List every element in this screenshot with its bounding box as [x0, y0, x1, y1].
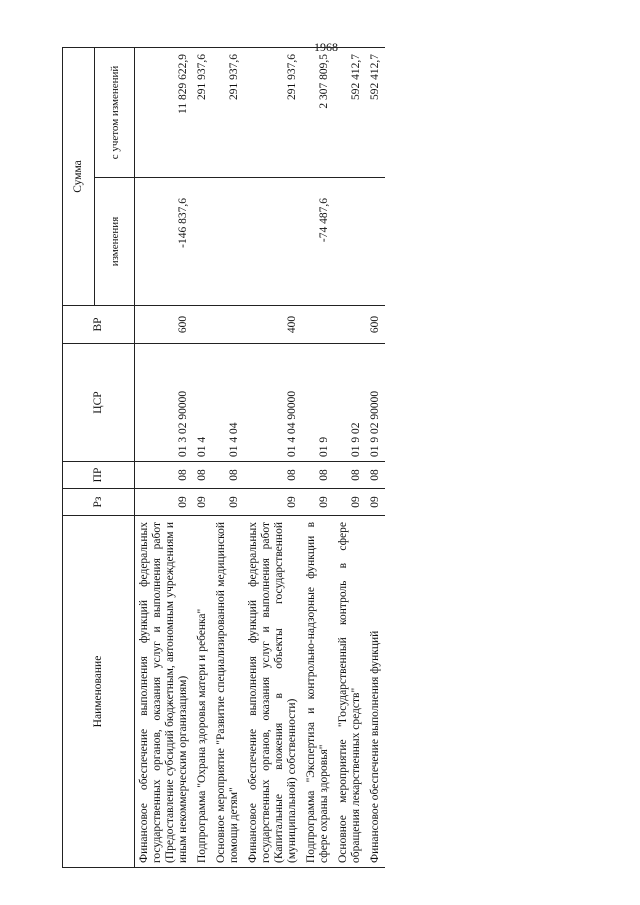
- header-csr: ЦСР: [63, 344, 135, 462]
- row-name: Подпрограмма "Охрана здоровья матери и ребенка": [193, 516, 212, 868]
- row-pr: 08: [244, 462, 302, 489]
- row-pr: 08: [135, 462, 194, 489]
- budget-table: [62, 47, 385, 868]
- row-csr: 01 4: [193, 344, 212, 462]
- table-row: [302, 47, 334, 867]
- row-name: Финансовое обеспечение выполнения функций федеральных государственных органов, оказания услуг и выполнения работ (Капитальные вложения в объекты государственной (муниципальной) собственности): [244, 516, 302, 868]
- row-pr: 08: [334, 462, 366, 489]
- table-row: [366, 47, 385, 867]
- table-row: [244, 47, 302, 867]
- row-changes: -146 837,6: [135, 178, 194, 306]
- row-rz: 09: [212, 489, 244, 516]
- row-rz: 09: [366, 489, 385, 516]
- row-changes: [244, 178, 302, 306]
- row-vr: [334, 306, 366, 344]
- table-row: [334, 47, 366, 867]
- header-sum: Сумма: [63, 47, 95, 305]
- row-with-changes: 592 412,7: [366, 47, 385, 177]
- row-pr: 08: [212, 462, 244, 489]
- row-with-changes: 291 937,6: [193, 47, 212, 177]
- row-name: Подпрограмма "Экспертиза и контрольно-надзорные функции в сфере охраны здоровья": [302, 516, 334, 868]
- header-with-changes: с учетом изменений: [95, 47, 135, 177]
- row-vr: [193, 306, 212, 344]
- header-vr: ВР: [63, 306, 135, 344]
- row-with-changes: 11 829 622,9: [135, 47, 194, 177]
- row-rz: 09: [193, 489, 212, 516]
- row-csr: 01 9 02 90000: [366, 344, 385, 462]
- row-changes: [334, 178, 366, 306]
- row-rz: 09: [302, 489, 334, 516]
- header-name: Наименование: [63, 516, 135, 868]
- row-with-changes: 291 937,6: [212, 47, 244, 177]
- row-vr: [302, 306, 334, 344]
- row-with-changes: 291 937,6: [244, 47, 302, 177]
- row-csr: 01 9: [302, 344, 334, 462]
- row-with-changes: 592 412,7: [334, 47, 366, 177]
- row-vr: 600: [366, 306, 385, 344]
- table-row: [135, 47, 194, 867]
- row-pr: 08: [366, 462, 385, 489]
- row-pr: 08: [193, 462, 212, 489]
- row-csr: 01 9 02: [334, 344, 366, 462]
- row-changes: -74 487,6: [302, 178, 334, 306]
- table-row: [193, 47, 212, 867]
- row-csr: 01 4 04 90000: [244, 344, 302, 462]
- row-changes: [366, 178, 385, 306]
- table-row: [212, 47, 244, 867]
- row-changes: [193, 178, 212, 306]
- row-csr: 01 3 02 90000: [135, 344, 194, 462]
- row-vr: 600: [135, 306, 194, 344]
- header-pr: ПР: [63, 462, 135, 489]
- row-rz: 09: [135, 489, 194, 516]
- row-rz: 09: [244, 489, 302, 516]
- row-csr: 01 4 04: [212, 344, 244, 462]
- budget-table-rotated: [62, 48, 562, 868]
- header-rz: Рз: [63, 489, 135, 516]
- row-vr: [212, 306, 244, 344]
- row-rz: 09: [334, 489, 366, 516]
- page-number: 1968: [314, 40, 338, 54]
- row-changes: [212, 178, 244, 306]
- row-vr: 400: [244, 306, 302, 344]
- row-name: Финансовое обеспечение выполнения функций: [366, 516, 385, 868]
- row-name: Основное мероприятие "Развитие специализированной медицинской помощи детям": [212, 516, 244, 868]
- row-name: Финансовое обеспечение выполнения функций федеральных государственных органов, оказания услуг и выполнения работ (Предоставление субсидий бюджетным, автономным учреждениям и иным некоммерческим организациям): [135, 516, 194, 868]
- row-name: Основное мероприятие "Государственный контроль в сфере обращения лекарственных средств": [334, 516, 366, 868]
- header-changes: изменения: [95, 178, 135, 306]
- row-with-changes: 2 307 809,5: [302, 47, 334, 177]
- row-pr: 08: [302, 462, 334, 489]
